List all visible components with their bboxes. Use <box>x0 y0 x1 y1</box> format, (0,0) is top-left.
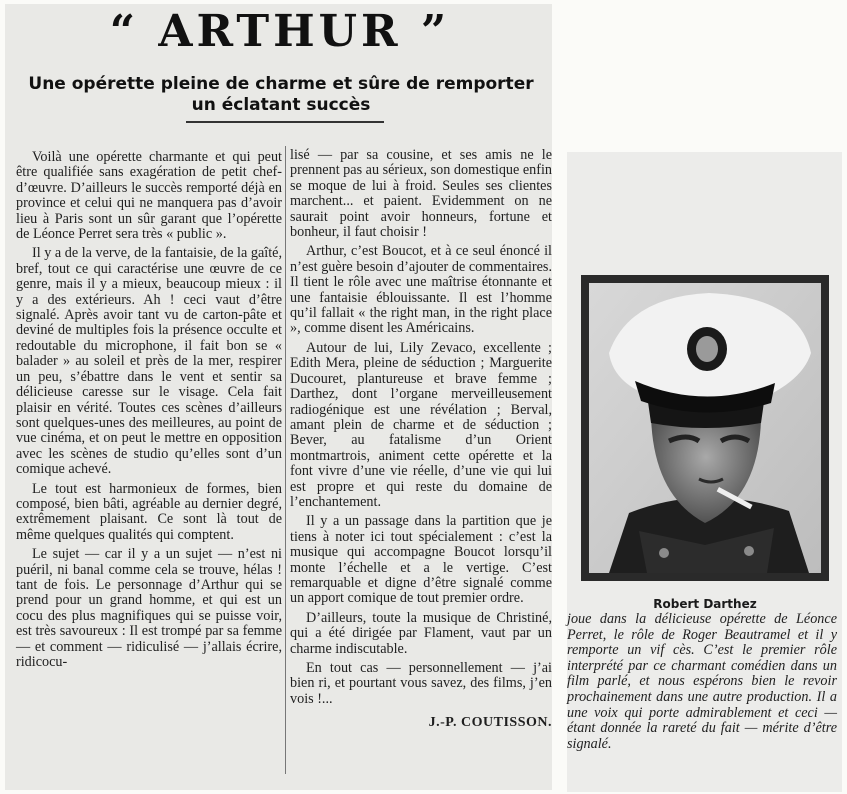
subtitle-line-2: un éclatant succès <box>191 95 371 115</box>
paragraph: En tout cas — personnellement — j’ai bien ri, et pourtant vous savez, des films, j’en vois !... <box>290 660 552 707</box>
subtitle-line-1: Une opérette pleine de charme et sûre de remporter <box>28 74 534 94</box>
photo-caption-name: Robert Darthez <box>653 597 757 611</box>
article-column-2 <box>290 148 552 731</box>
paragraph: Le tout est harmonieux de formes, bien composé, bien bâti, agréable au dernier degré, extrêmement plaisant. Ce sont là tout de même quelques qualités qui comptent. <box>16 480 282 543</box>
portrait-photo <box>581 275 829 581</box>
article-column-1 <box>16 150 282 674</box>
portrait-image <box>589 283 821 573</box>
paragraph-continued: lisé — par sa cousine, et ses amis ne le prennent pas au sérieux, son domestique enfin se moque de lui à froid. Seules ses clientes marchent... et paient. Evidemment on ne saurait point avoir honneurs, fortune et bonheur, il faut choisir ! <box>290 147 553 241</box>
photo-caption-text: joue dans la délicieuse opérette de Léonce Perret, le rôle de Roger Beautramel et il y remporte un vif cès. C’est le premier rôle interprété par ce charmant comédien dans un film parlé, et nous espérons bien le revoir prochainement dans une autre production. Il a une voix qui porte admirablement et ceci — étant donnée la rareté du fait — mérite d’être signalé. <box>567 611 837 752</box>
author-signature: J.-P. COUTISSON. <box>428 715 552 731</box>
article-subtitle <box>10 74 552 116</box>
column-divider <box>285 146 286 774</box>
paragraph: Le sujet — car il y a un sujet — n’est ni puéril, ni banal comme cela se trouve, hélas ! tant de fois. Le personnage d’Arthur qui se prend pour un grand homme, et qui est un cocu des plus magnifiques qui se puisse voir, est très savoureux : Il est trompé par sa femme — et comment — ridiculisé — j’allais écrire, ridicocu- <box>16 546 282 670</box>
paragraph: Il y a de la verve, de la fantaisie, de la gaîté, bref, tout ce qui caractérise une œuvre de ce genre, mais il y a mieux, beaucoup mieux : il y a des extérieurs. Ah ! ceci vaut d’être signalé. Après avoir tant vu de carton-pâte et deviné de multiples fois la présence occulte et redoutable du microphone, il fait bon se « balader » au soleil et près de la mer, respirer un peu, s’ébattre dans le vent et sentir sa délicieuse caresse sur le visage. Cela fait plaisir en vérité. Toutes ces scènes d’ailleurs sont quelques-unes des meilleures, au point de vue cinéma, et on peut le mettre en opposition avec les scènes de studio qu’elles sont d’un comique achevé. <box>16 245 282 478</box>
article-headline: “ ARTHUR ” <box>109 6 451 57</box>
paragraph: Voilà une opérette charmante et qui peut être qualifiée sans exagération de petit chef-d’œuvre. D’ailleurs le succès remporté déjà en province et celui qui ne manquera pas d’avoir lieu à Paris sont un sûr garant que l’opérette de Léonce Perret sera très « public ». <box>16 149 282 243</box>
paragraph: D’ailleurs, toute la musique de Christiné, qui a été dirigée par Flament, vaut par un charme indiscutable. <box>290 609 552 657</box>
paragraph: Arthur, c’est Boucot, et à ce seul énoncé il n’est guère besoin d’ajouter de commentaires. Il tient le rôle avec une maîtrise étonnante et une fantaisie éblouissante. Il est l’homme qu’il fallait « the right man, in the right place », comme disent les Américains. <box>290 243 552 337</box>
paragraph: Autour de lui, Lily Zevaco, excellente ; Edith Mera, pleine de séduction ; Marguerite Ducouret, plantureuse et brave femme ; Darthez, dont l’organe merveilleusement radiogénique est une révélation ; Berval, amant plein de charme et de séduction ; Bever, au fatalisme d’un Orient montmartrois, animent cette opérette et la font vivre d’une vie réelle, d’une vie qui lui est propre et qui reste du domaine de l’enchantement. <box>290 339 552 510</box>
paragraph: Il y a un passage dans la partition que je tiens à noter ici tout spécialement : c’est la musique qui accompagne Boucot lorsqu’il monte l’échelle et a le vertige. C’est remarquable et digne d’être signalé comme un apport comique de tout premier ordre. <box>290 513 552 607</box>
subtitle-rule <box>186 121 384 123</box>
